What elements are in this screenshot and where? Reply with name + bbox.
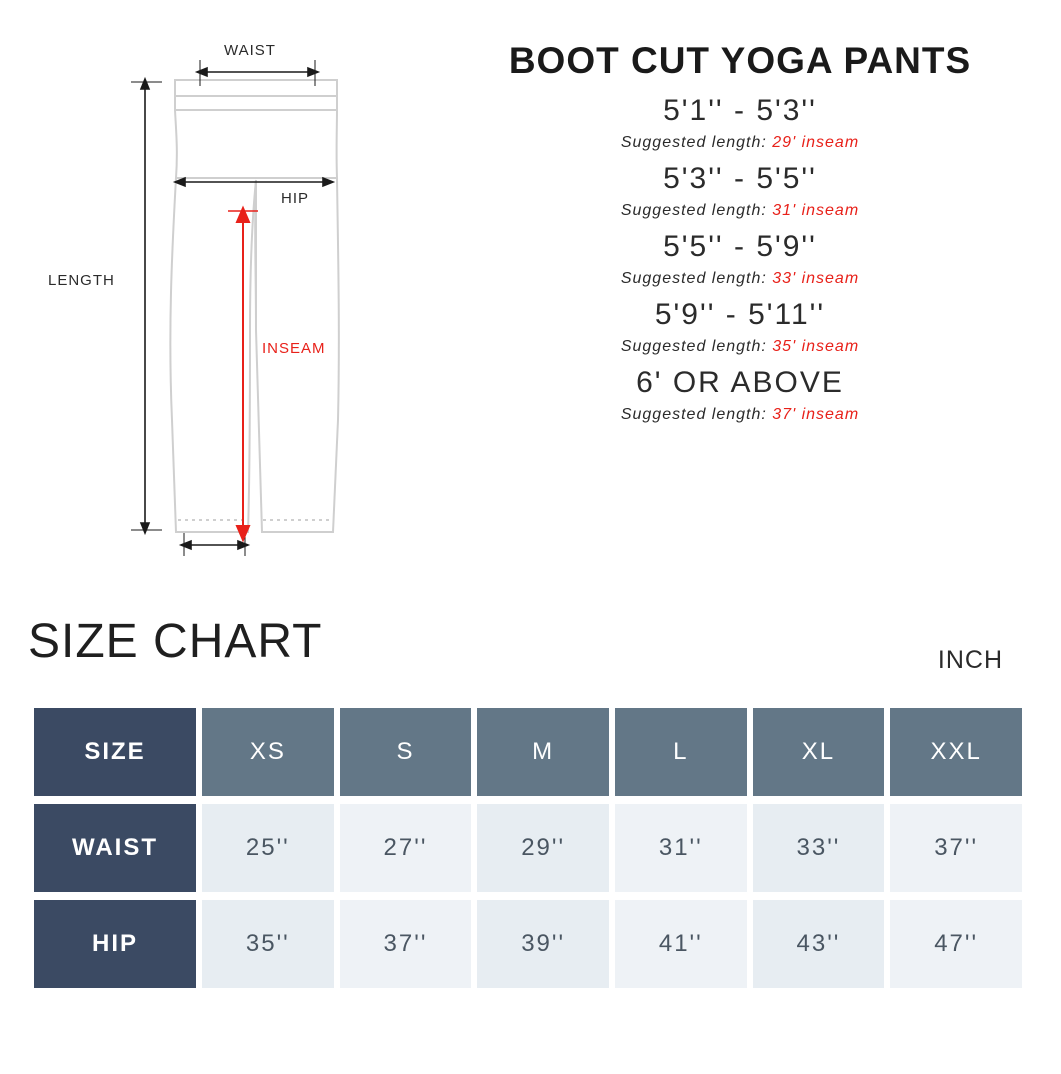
table-row: [34, 804, 1022, 892]
table-header-xxl: XXL: [890, 708, 1022, 796]
table-header-size: SIZE: [34, 708, 196, 796]
suggested-inseam-2: 31' inseam: [772, 202, 860, 219]
hem-measure-arrow: [181, 533, 248, 556]
suggested-inseam-3: 33' inseam: [772, 270, 860, 287]
suggested-inseam-5: 37' inseam: [772, 406, 860, 423]
height-range-1: 5'1'' - 5'3'': [663, 94, 817, 127]
waist-xs: 25'': [202, 804, 334, 892]
suggested-length-1: [440, 134, 1040, 152]
waist-m: 29'': [477, 804, 609, 892]
size-chart-table: [28, 700, 1028, 996]
table-row-label-waist: WAIST: [34, 804, 196, 892]
table-header-xl: XL: [753, 708, 885, 796]
suggested-inseam-1: 29' inseam: [772, 134, 860, 151]
table-header-s: S: [340, 708, 472, 796]
pants-diagram-svg: [0, 0, 460, 600]
suggested-length-prefix-2: Suggested length:: [620, 202, 767, 219]
waist-l: 31'': [615, 804, 747, 892]
table-header-xs: XS: [202, 708, 334, 796]
hip-m: 39'': [477, 900, 609, 988]
height-range-3: 5'5'' - 5'9'': [663, 230, 817, 263]
inseam-label: INSEAM: [262, 340, 326, 357]
suggested-length-prefix-3: Suggested length:: [620, 270, 767, 287]
length-label: LENGTH: [48, 272, 115, 289]
suggested-length-2: [440, 202, 1040, 220]
height-range-5: 6' OR ABOVE: [636, 366, 844, 399]
waist-s: 27'': [340, 804, 472, 892]
hip-xl: 43'': [753, 900, 885, 988]
hip-xs: 35'': [202, 900, 334, 988]
hip-l: 41'': [615, 900, 747, 988]
length-measure-arrow: [131, 79, 162, 533]
table-row-header: [34, 708, 1022, 796]
suggested-length-4: [440, 338, 1040, 356]
hip-measure-arrow: [175, 178, 333, 186]
product-size-info: [440, 40, 1040, 424]
hip-label: HIP: [281, 190, 310, 207]
hip-xxl: 47'': [890, 900, 1022, 988]
waist-label: WAIST: [224, 42, 276, 59]
size-chart-header: [0, 600, 1061, 700]
page-title: BOOT CUT YOGA PANTS: [508, 40, 972, 81]
size-chart-unit: INCH: [937, 646, 1003, 674]
suggested-length-prefix-1: Suggested length:: [620, 134, 767, 151]
size-chart-title: SIZE CHART: [28, 615, 323, 668]
waist-xxl: 37'': [890, 804, 1022, 892]
size-chart-section: [0, 600, 1061, 1074]
height-range-4: 5'9'' - 5'11'': [654, 298, 826, 331]
table-header-m: M: [477, 708, 609, 796]
pants-diagram: [0, 0, 460, 600]
table-row: [34, 900, 1022, 988]
suggested-length-prefix-4: Suggested length:: [620, 338, 767, 355]
waist-measure-arrow: [197, 60, 318, 86]
suggested-inseam-4: 35' inseam: [772, 338, 860, 355]
suggested-length-3: [440, 270, 1040, 288]
height-range-2: 5'3'' - 5'5'': [663, 162, 817, 195]
hip-s: 37'': [340, 900, 472, 988]
inseam-measure-arrow: [228, 208, 258, 540]
suggested-length-prefix-5: Suggested length:: [620, 406, 767, 423]
suggested-length-5: [440, 406, 1040, 424]
table-header-l: L: [615, 708, 747, 796]
waist-xl: 33'': [753, 804, 885, 892]
table-row-label-hip: HIP: [34, 900, 196, 988]
